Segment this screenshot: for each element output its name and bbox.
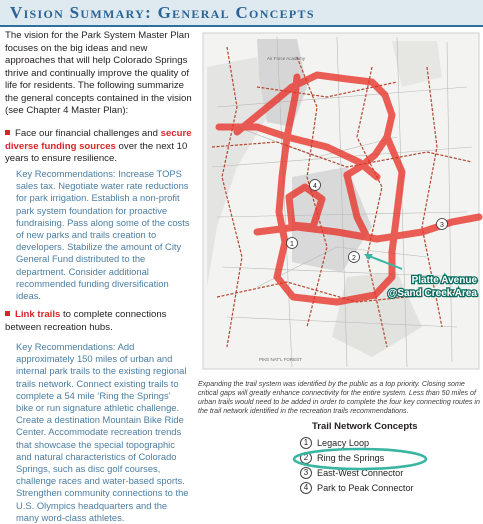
map-caption: Expanding the trail system was identified by the public as a top priority. Closing some critical gaps will greatly enhance connectivity for the entire system. Less than 50 miles of urban trails would need to be added in order to complete the four key connecting routes in the trail network identified in the recreation trails recommendations. [198, 380, 480, 416]
legend-label: East-West Connector [317, 468, 404, 478]
legend-item-park-to-peak-connector [300, 482, 414, 496]
bullet-highlight: secure diverse funding sources [5, 128, 192, 152]
legend-label: Legacy Loop [317, 438, 370, 448]
highlight-ellipse [290, 446, 430, 472]
intro-paragraph: The vision for the Park System Master Plan focuses on the big ideas and new approaches that will help Colorado Springs thrive and continually improve the quality of life for residents. The following summarize the general concepts contained in the vision (see Chapter 4 Master Plan): [5, 30, 192, 116]
svg-text:2: 2 [352, 255, 356, 262]
svg-text:4: 4 [313, 183, 317, 190]
legend-label: Park to Peak Connector [317, 483, 414, 493]
left-column [5, 30, 198, 118]
bullet-marker [5, 311, 10, 316]
legend-label: Ring the Springs [317, 453, 385, 463]
trail-map [197, 27, 483, 379]
bullet-highlight: Link trails [15, 309, 61, 320]
title-bar [0, 0, 483, 27]
legend-number: 1 [300, 437, 312, 449]
route-marker-1 [287, 238, 298, 249]
bullet-pre: Face our financial challenges and [15, 128, 161, 139]
academy-label: Air Force Academy [267, 56, 306, 61]
page-title: Vision Summary: General Concepts [10, 3, 315, 22]
route-marker-4 [310, 180, 321, 191]
forest-label: PIKE NAT'L FOREST [259, 357, 302, 362]
route-marker-2 [349, 252, 360, 263]
legend-title: Trail Network Concepts [312, 421, 418, 432]
route-marker-3 [437, 219, 448, 230]
recommendations-trails: Key Recommendations: Add approximately 150 miles of urban and internal park trails to the existing regional trails network. Connect existing trails to complete a 54 mile ‘Ring the Springs’ bike or run signature athletic challenge. Create a destination Mountain Bike Ride Center. Accommodate recreation trends that showcase the special topographic and natural characteristics of Colorado Springs, such as disc golf courses, challenge races and water-based sports. Strengthen community connections to the U.S. Olympics headquarters and the many word-class athletes. [16, 341, 189, 523]
bullet-post: to complete connections between recreation hubs. [5, 309, 167, 333]
svg-text:3: 3 [440, 222, 444, 229]
svg-text:1: 1 [290, 241, 294, 248]
bullet-trails [5, 309, 198, 334]
annotation-line-2: @Sand Creek Area [387, 288, 477, 299]
bullet-marker [5, 130, 10, 135]
legend-number: 3 [300, 467, 312, 479]
recommendations-funding: Key Recommendations: Increase TOPS sales tax. Negotiate water rate reductions for park irrigation. Establish a non-profit park system foundation for proactive fundraising. Pass along some of the costs of new parks and trails creation to developers. Stabilize the amount of City General Fund distributed to the department. Consider additional recommended funding diversification ideas. [16, 168, 190, 302]
legend-number: 4 [300, 482, 312, 494]
map-svg [197, 27, 483, 379]
bullet-post: over the next 10 years to ensure resilience. [5, 140, 188, 164]
annotation-line-1: Platte Avenue [411, 275, 477, 286]
bullet-funding [5, 128, 198, 166]
legend-number: 2 [300, 452, 312, 464]
